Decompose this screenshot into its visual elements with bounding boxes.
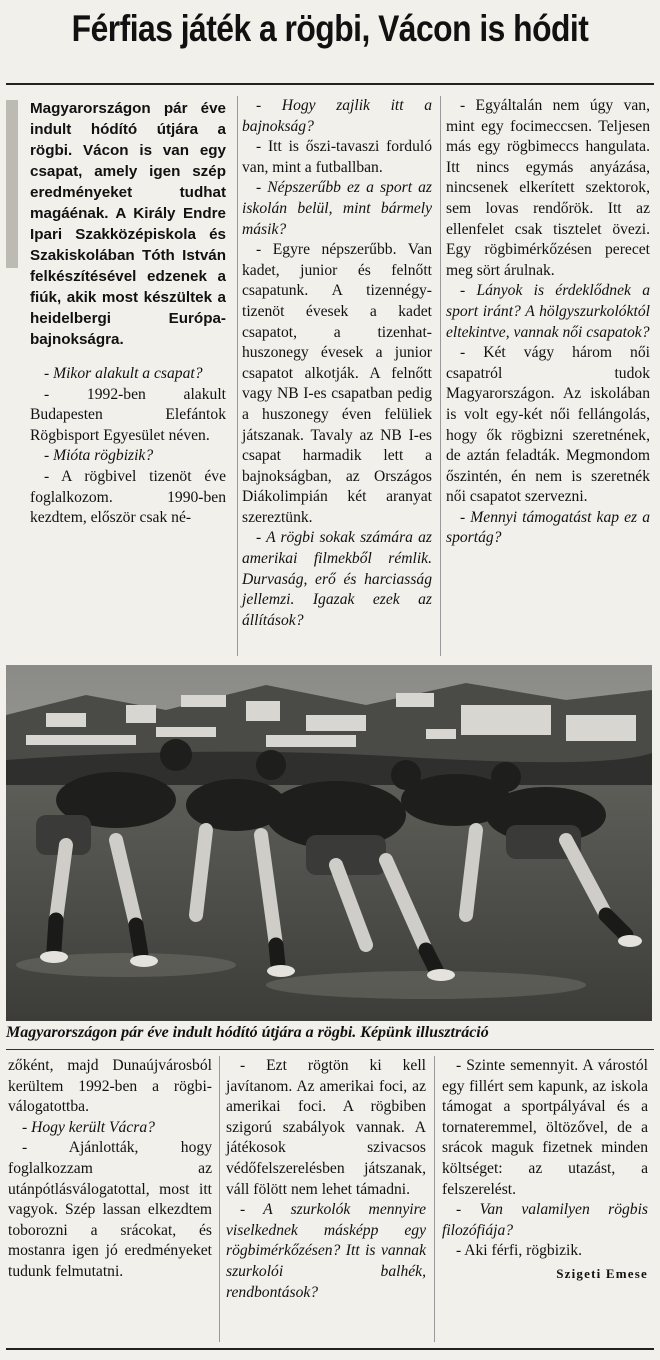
- interview-answer: - Egyre népszerűbb. Van kadet, junior és felnőtt csapatunk. A tizennégy-tizenöt évesek a kadet csapatot, a tizenhat-huszonegy évesek a junior csapatot alkotják. A felnőtt vagy NB I-es csapatban pedig a huszonegy éven felüliek játszanak. Tavaly az NB I-es csapat harmadik lett a bajnokságban, az Országos Diákolimpián két aranyat szereztünk.: [242, 241, 432, 526]
- interview-answer: - 1992-ben alakult Budapesten Elefántok Rögbisport Egyesület néven.: [30, 385, 226, 444]
- interview-answer: - Itt is őszi-tavaszi forduló van, mint a futballban.: [242, 138, 432, 176]
- column-divider: [219, 1056, 220, 1342]
- column-divider: [434, 1056, 435, 1342]
- interview-question: - A szurkolók mennyire viselkednek másképp egy rögbimérkőzésen? Itt is vannak szurkolói balhék, rendbontások?: [226, 1201, 426, 1301]
- interview-question: - Mióta rögbizik?: [44, 447, 154, 465]
- column-6: [442, 1056, 648, 1285]
- caption-rule: [6, 1049, 654, 1050]
- column-5-body: [226, 1056, 426, 1303]
- column-3: [446, 96, 650, 549]
- bottom-rule: [6, 1348, 654, 1350]
- interview-question: - Népszerűbb ez a sport az iskolán belül, mint bármely másik?: [242, 179, 432, 238]
- column-divider: [440, 96, 441, 656]
- interview-question: - A rögbi sokak számára az amerikai filmekből rémlik. Durvaság, erő és harciasság jellemzi. Igazak ezek az állítások?: [242, 529, 432, 629]
- column-2: [242, 96, 432, 631]
- column-2-body: [242, 96, 432, 631]
- column-4: [8, 1056, 212, 1283]
- column-5: [226, 1056, 426, 1303]
- lead-accent-bar: [6, 100, 18, 268]
- author-byline: Szigeti Emese: [556, 1265, 648, 1281]
- interview-answer: - Két vágy három női csapatról tudok Magyarországon. Az iskolában is volt egy-két női fellángolás, hogy ők rögbizni szeretnének, de aztán feladták. Megmondom őszintén, én nem is szeretnék női csapatot szervezni.: [446, 344, 650, 506]
- column-divider: [237, 96, 238, 656]
- interview-question: - Lányok is érdeklődnek a sport iránt? A hölgyszurkolóktól eltekintve, vannak női csapatok?: [446, 282, 650, 341]
- photo-illustration: [6, 665, 652, 1021]
- interview-question: - Mikor alakult a csapat?: [44, 365, 203, 382]
- interview-answer: - Aki férfi, rögbizik.: [456, 1242, 583, 1260]
- interview-answer: - Ezt rögtön ki kell javítanom. Az amerikai foci, az amerikai foci. A rögbiben szigorú szabályok vannak. A játékosok szivacsos védőfelszerelésben játszanak, váll fölött nem lehet támadni.: [226, 1057, 426, 1198]
- interview-answer: - Ajánlották, hogy foglalkozzam az utánpótlásválogatottal, most itt vagyok. Szép lassan elkezdtem toborozni a srácokat, és mostanra igen jó eredményeket tudunk felmutatni.: [8, 1139, 212, 1280]
- lead-paragraph: Magyarországon pár éve indult hódító útjára a rögbi. Vácon is van egy csapat, amely igen szép eredményeket tudhat magáénak. A Király Endre Ipari Szakközépiskola és Szakiskolában Tóth István felkészítésével edzenek a fiúk, akik most készültek a heidelbergi Európa-bajnokságra.: [30, 100, 226, 348]
- interview-question: - Mennyi támogatást kap ez a sportág?: [446, 508, 650, 547]
- interview-answer: - A rögbivel tizenöt éve foglalkozom. 1990-ben kezdtem, először csak né-: [30, 467, 226, 527]
- interview-answer: - Egyáltalán nem úgy van, mint egy focimeccsen. Teljesen más egy rögbimeccs hangulata. Itt nincs egymás anyázása, nincsenek elkerített szektorok, sem lovas rendőrök. Itt az ellenfelet csak tisztelet övezi. Egy rögbimérkőzésen perecet meg sört árulnak.: [446, 97, 650, 279]
- column-3-body: [446, 96, 650, 549]
- headline: Férfias játék a rögbi, Vácon is hódit: [71, 8, 589, 49]
- interview-question: - Van valamilyen rögbis filozófiája?: [442, 1201, 648, 1239]
- column-1: [30, 98, 226, 529]
- column-6-body: [442, 1056, 648, 1262]
- interview-answer: - Szinte semennyit. A várostól egy fillért sem kapunk, az iskola támogat a sportpályával és a tornateremmel, öltözővel, de a srácok maguk fizetnek minden költséget: az utazást, a felszerelést.: [442, 1057, 648, 1198]
- interview-question: - Hogy került Vácra?: [22, 1118, 155, 1136]
- column-4-body: [8, 1056, 212, 1283]
- interview-question: - Hogy zajlik itt a bajnokság?: [242, 97, 432, 135]
- photo-caption: Magyarországon pár éve indult hódító útjára a rögbi. Képünk illusztráció: [6, 1024, 489, 1041]
- column-1-body: [30, 364, 226, 529]
- top-rule: [6, 83, 654, 85]
- interview-answer: zőként, majd Dunaújvárosból kerültem 1992-ben a rögbi-válogatottba.: [8, 1057, 212, 1116]
- rugby-scrum-photo: [6, 665, 652, 1021]
